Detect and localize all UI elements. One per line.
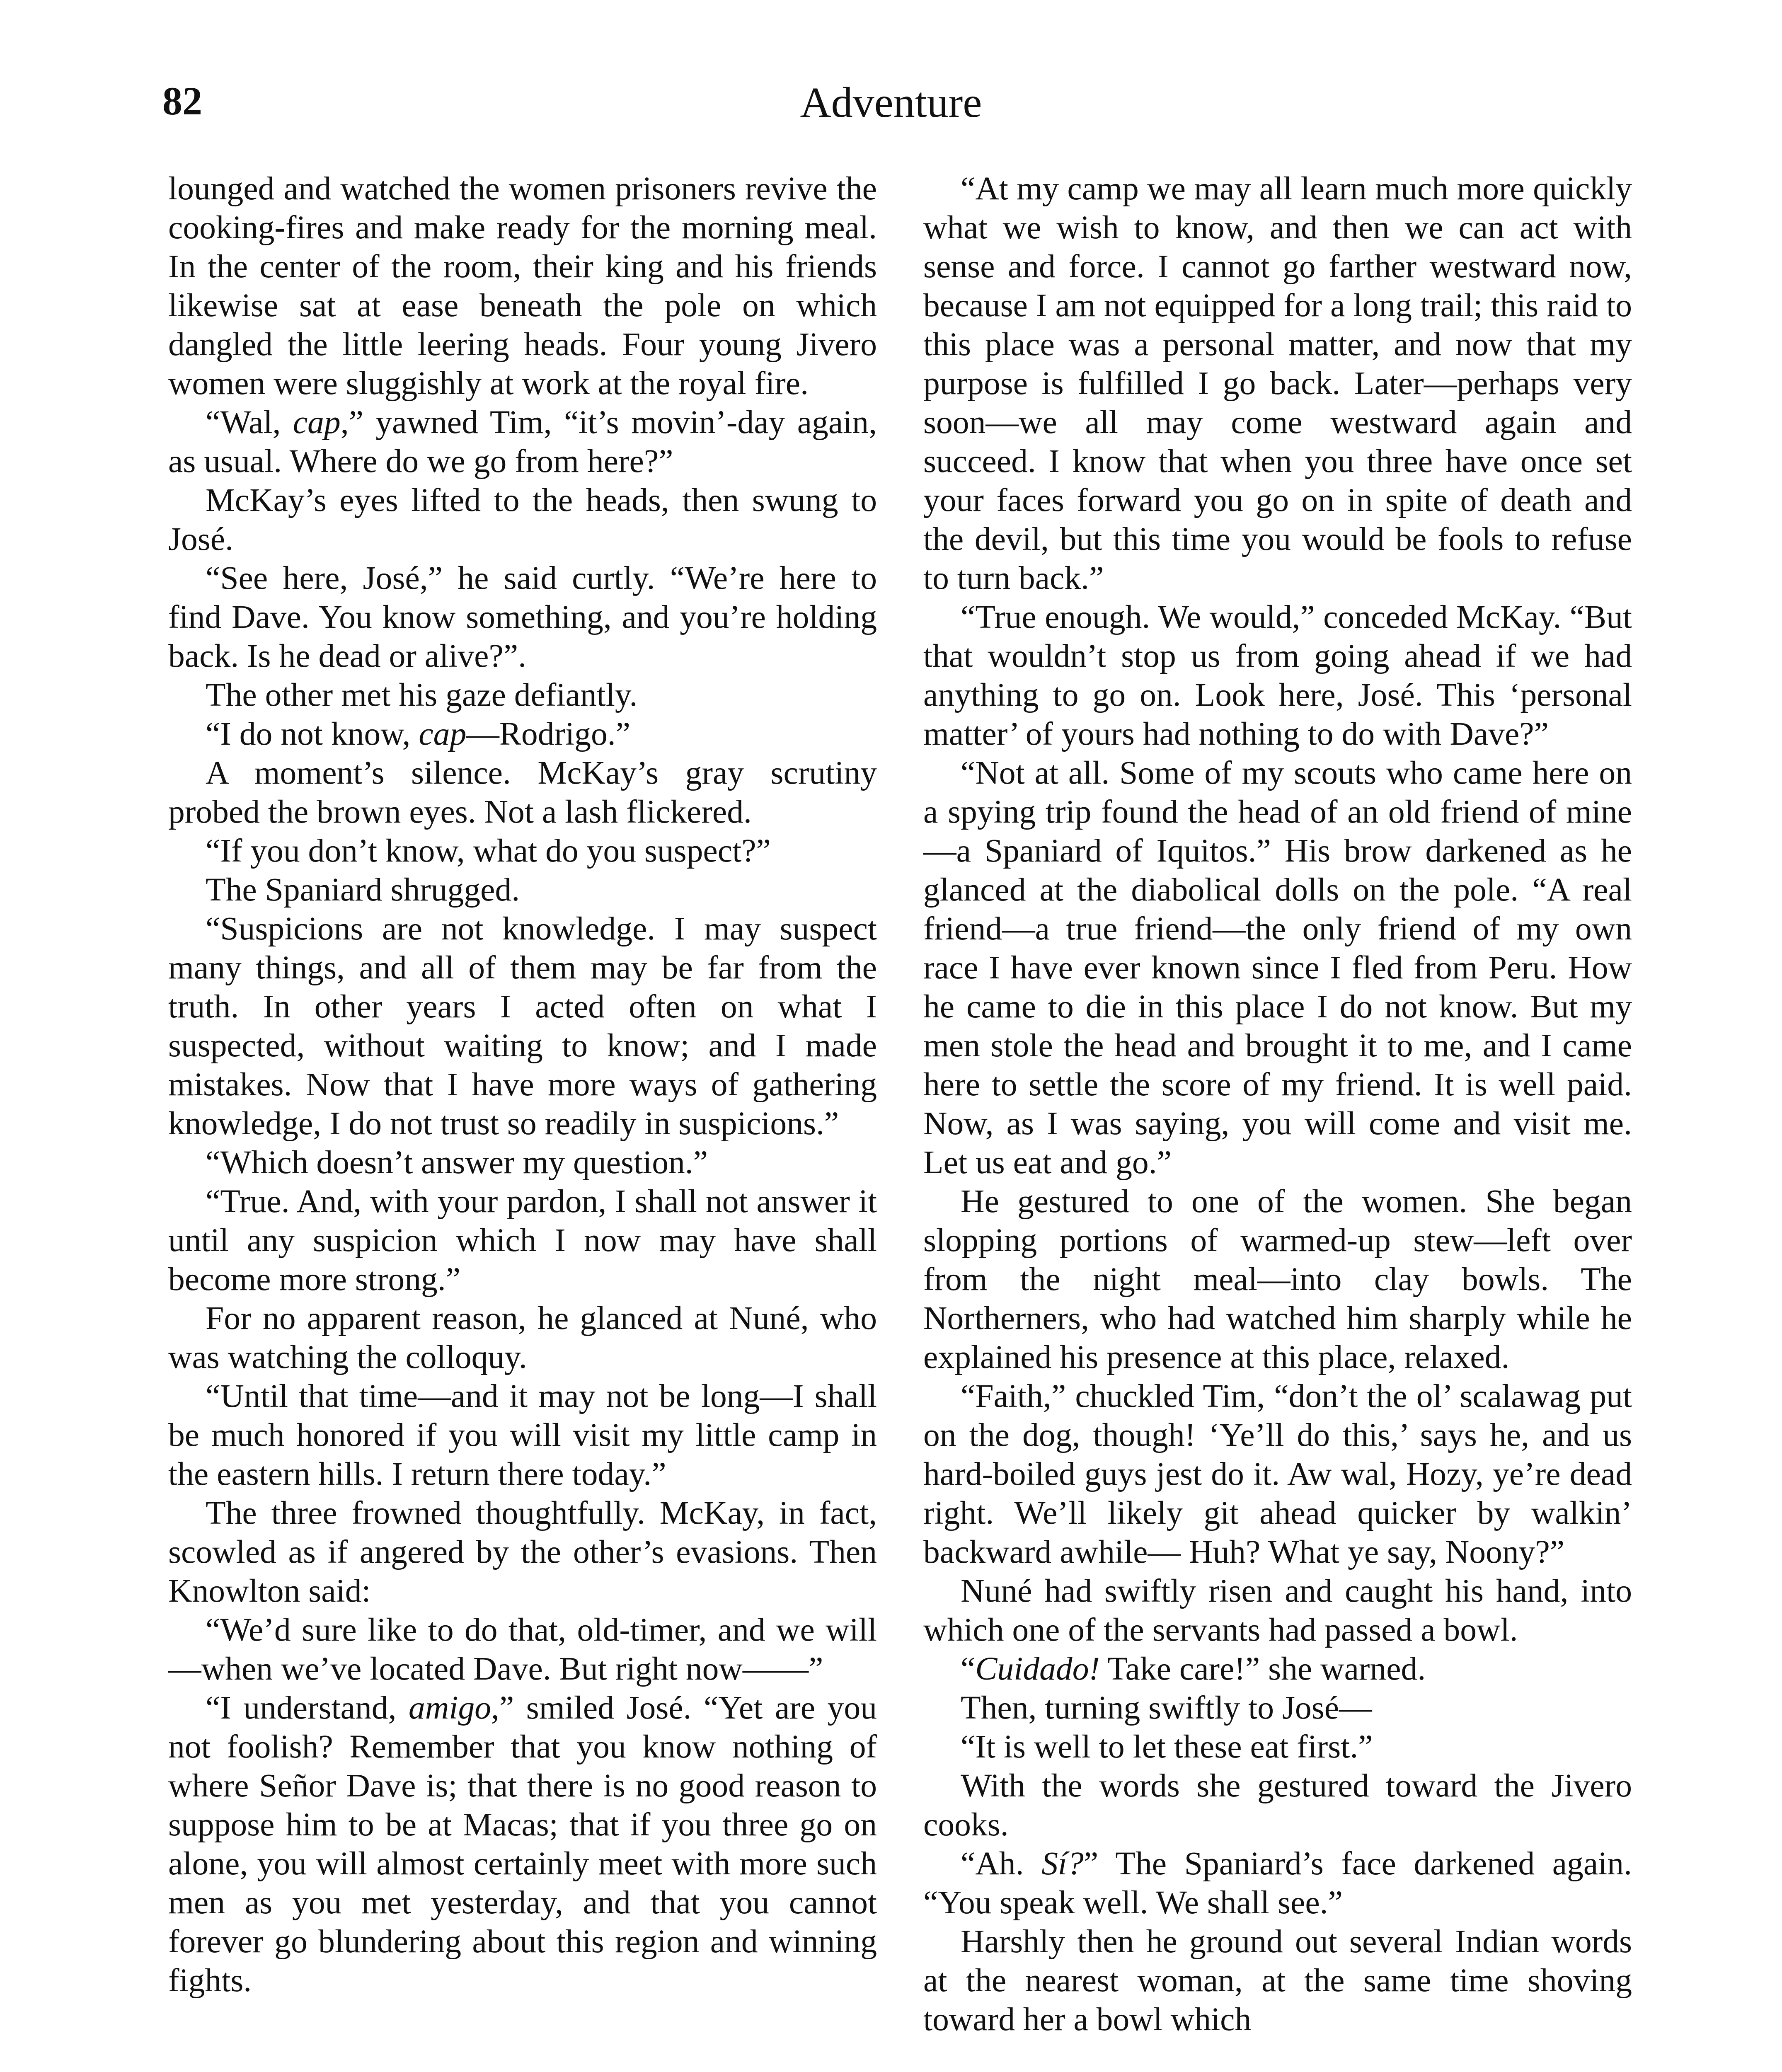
paragraph: “Until that time—and it may not be long—I shall be much honored if you will visit my little camp in the eastern hills. I return there today.” xyxy=(168,1378,877,1492)
left-column xyxy=(168,169,877,2072)
paragraph: “Which doesn’t answer my question.” xyxy=(206,1144,708,1181)
paragraph: Harshly then he ground out several Indian words at the nearest woman, at the same time shoving toward her a bowl which xyxy=(923,1923,1632,2038)
paragraph: “See here, José,” he said curtly. “We’re here to find Dave. You know something, and you’re holding back. Is he dead or alive?”. xyxy=(168,560,877,674)
paragraph: The three frowned thoughtfully. McKay, in fact, scowled as if angered by the other’s evasions. Then Knowlton said: xyxy=(168,1495,877,1609)
paragraph: A moment’s silence. McKay’s gray scrutiny probed the brown eyes. Not a lash flickered. xyxy=(168,755,877,830)
paragraph: “I do not know, cap—Rodrigo.” xyxy=(206,716,630,752)
paragraph: The Spaniard shrugged. xyxy=(206,871,520,908)
paragraph: For no apparent reason, he glanced at Nuné, who was watching the colloquy. xyxy=(168,1300,877,1375)
paragraph: “Suspicions are not knowledge. I may suspect many things, and all of them may be far from the truth. In other years I acted often on what I suspected, without waiting to know; and I made mistakes. Now that I have more ways of gathering knowledge, I do not trust so readily in suspicions.” xyxy=(168,910,877,1142)
right-column xyxy=(923,169,1632,2072)
paragraph: The other met his gaze defiantly. xyxy=(206,677,638,713)
paragraph: “Wal, cap,” yawned Tim, “it’s movin’-day again, as usual. Where do we go from here?” xyxy=(168,404,877,479)
paragraph: “We’d sure like to do that, old-timer, and we will—when we’ve located Dave. But right now——” xyxy=(168,1612,877,1687)
paragraph: McKay’s eyes lifted to the heads, then swung to José. xyxy=(168,482,877,557)
paragraph: “I understand, amigo,” smiled José. “Yet are you not foolish? Remember that you know nothing of where Señor Dave is; that there is no good reason to suppose him to be at Macas; that if you three go on alone, you will almost certainly meet with more such men as you met yesterday, and that you cannot forever go blundering about this region and winning fights. xyxy=(168,1690,877,1999)
paragraph: Then, turning swiftly to José— xyxy=(961,1690,1372,1726)
paragraph: “True. And, with your pardon, I shall not answer it until any suspicion which I now may have shall become more strong.” xyxy=(168,1183,877,1297)
paragraph: “Faith,” chuckled Tim, “don’t the ol’ scalawag put on the dog, though! ‘Ye’ll do this,’ says he, and us hard-boiled guys jest do it. Aw wal, Hozy, ye’re dead right. We’ll likely git ahead quicker by walkin’ backward awhile— Huh? What ye say, Noony?” xyxy=(923,1378,1632,1570)
paragraph: “Ah. Sí?” The Spaniard’s face darkened again. “You speak well. We shall see.” xyxy=(923,1845,1632,1921)
paragraph: lounged and watched the women prisoners revive the cooking-fires and make ready for the morning meal. In the center of the room, their king and his friends likewise sat at ease beneath the pole on which dangled the little leering heads. Four young Jivero women were sluggishly at work at the royal fire. xyxy=(168,170,877,402)
running-head: Adventure xyxy=(800,79,982,126)
paragraph: He gestured to one of the women. She began slopping portions of warmed-up stew—left over from the night meal—into clay bowls. The Northerners, who had watched him sharply while he explained his presence at this place, relaxed. xyxy=(923,1183,1632,1375)
paragraph: “It is well to let these eat first.” xyxy=(961,1728,1373,1765)
paragraph: With the words she gestured toward the Jivero cooks. xyxy=(923,1767,1632,1843)
paragraph: “At my camp we may all learn much more quickly what we wish to know, and then we can act with sense and force. I cannot go farther westward now, because I am not equipped for a long trail; this raid to this place was a personal matter, and now that my purpose is fulfilled I go back. Later—perhaps very soon—we all may come westward again and succeed. I know that when you three have once set your faces forward you go on in spite of death and the devil, but this time you would be fools to refuse to turn back.” xyxy=(923,170,1632,596)
paragraph: Nuné had swiftly risen and caught his hand, into which one of the servants had passed a bowl. xyxy=(923,1573,1632,1648)
page-number: 82 xyxy=(162,79,202,123)
paragraph: “Cuidado! Take care!” she warned. xyxy=(961,1651,1426,1687)
paragraph: “If you don’t know, what do you suspect?” xyxy=(206,833,771,869)
paragraph: “Not at all. Some of my scouts who came here on a spying trip found the head of an old friend of mine—a Spaniard of Iquitos.” His brow darkened as he glanced at the diabolical dolls on the pole. “A real friend—a true friend—the only friend of my own race I have ever known since I fled from Peru. How he came to die in this place I do not know. But my men stole the head and brought it to me, and I came here to settle the score of my friend. It is well paid. Now, as I was saying, you will come and visit me. Let us eat and go.” xyxy=(923,755,1632,1181)
paragraph: “True enough. We would,” conceded McKay. “But that wouldn’t stop us from going ahead if we had anything to go on. Look here, José. This ‘personal matter’ of yours had nothing to do with Dave?” xyxy=(923,599,1632,752)
